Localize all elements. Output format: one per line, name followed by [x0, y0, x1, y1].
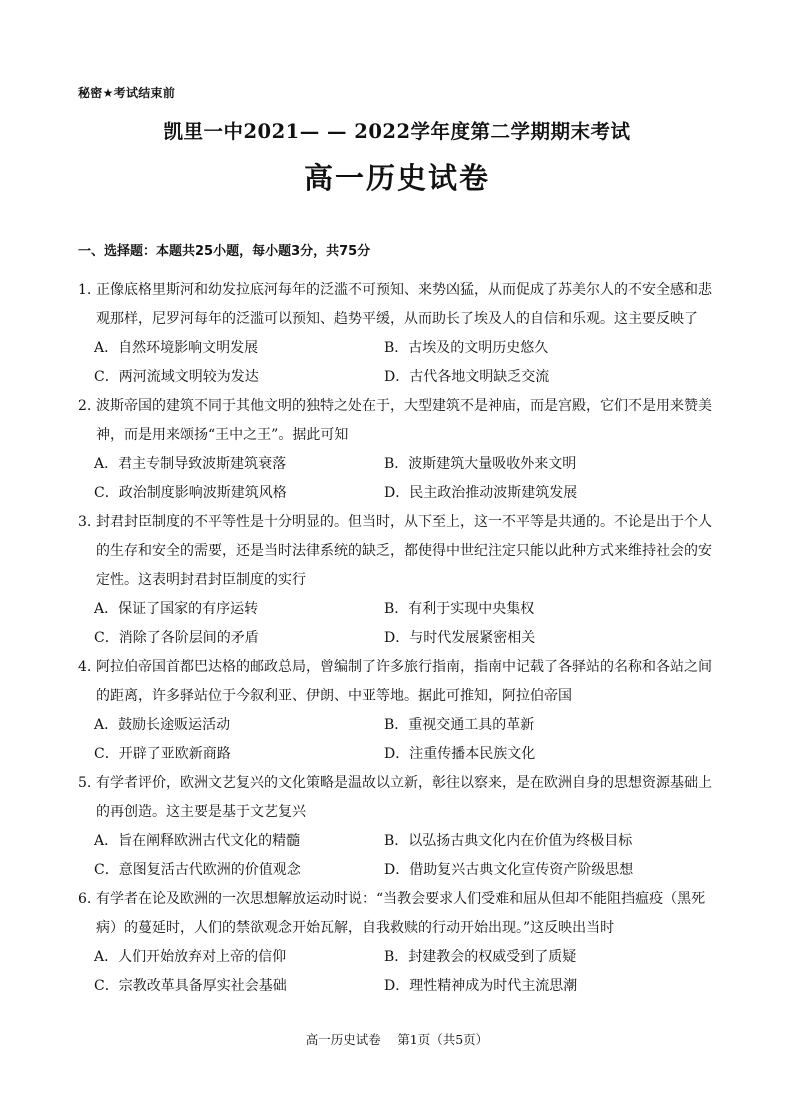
question-5: [78, 769, 724, 885]
option-c: C．开辟了亚欧新商路: [94, 746, 231, 762]
option-b: B．封建教会的权威受到了质疑: [384, 949, 577, 965]
option-c: C．消除了各阶层间的矛盾: [94, 630, 259, 646]
option-d: D．注重传播本民族文化: [384, 746, 536, 762]
question-6: [78, 885, 724, 1001]
question-stem: 有学者在论及欧洲的一次思想解放运动时说：“当教会要求人们受难和屈从但却不能阻挡瘟疫（黑死病）的蔓延时，人们的禁欲观念开始瓦解，自我救赎的行动开始出现。”这反映出当时: [96, 891, 706, 936]
option-grid: [78, 595, 724, 653]
question-number: 5.: [78, 775, 92, 791]
section-heading: 一、选择题：本题共25小题，每小题3分，共75分: [78, 244, 371, 259]
option-b: B．重视交通工具的革新: [384, 717, 535, 733]
question-3: [78, 508, 724, 653]
option-d: D．理性精神成为时代主流思潮: [384, 978, 578, 994]
question-text: [78, 885, 724, 943]
option-grid: [78, 827, 724, 885]
question-number: 4.: [78, 659, 92, 675]
option-d: D．借助复兴古典文化宣传资产阶级思想: [384, 862, 634, 878]
option-b: B．古埃及的文明历史悠久: [384, 340, 549, 356]
question-stem: 正像底格里斯河和幼发拉底河每年的泛滥不可预知、来势凶猛，从而促成了苏美尔人的不安全感和悲观那样，尼罗河每年的泛滥可以预知、趋势平缓，从而助长了埃及人的自信和乐观。这主要反映了: [96, 282, 712, 327]
option-b: B．波斯建筑大量吸收外来文明: [384, 456, 577, 472]
option-d: D．与时代发展紧密相关: [384, 630, 536, 646]
question-text: [78, 769, 724, 827]
option-b: B．以弘扬古典文化内在价值为终极目标: [384, 833, 633, 849]
question-stem: 波斯帝国的建筑不同于其他文明的独特之处在于，大型建筑不是神庙，而是宫殿，它们不是用来赞美神，而是用来颂扬“王中之王”。据此可知: [96, 398, 712, 443]
option-c: C．两河流域文明较为发达: [94, 369, 259, 385]
option-c: C．宗教改革具备厚实社会基础: [94, 978, 287, 994]
question-number: 2.: [78, 398, 92, 414]
option-a: A．旨在阐释欧洲古代文化的精髓: [94, 833, 301, 849]
question-list: [78, 276, 724, 1001]
question-4: [78, 653, 724, 769]
question-stem: 阿拉伯帝国首都巴达格的邮政总局，曾编制了许多旅行指南，指南中记载了各驿站的名称和各站之间的距离，许多驿站位于今叙利亚、伊朗、中亚等地。据此可推知，阿拉伯帝国: [96, 659, 712, 704]
secret-label: 秘密★考试结束前: [78, 86, 176, 100]
question-number: 3.: [78, 514, 92, 530]
option-c: C．政治制度影响波斯建筑风格: [94, 485, 287, 501]
question-2: [78, 392, 724, 508]
option-grid: [78, 943, 724, 1001]
question-text: [78, 276, 724, 334]
option-d: D．民主政治推动波斯建筑发展: [384, 485, 578, 501]
paper-title: 高一历史试卷: [303, 161, 490, 195]
question-text: [78, 392, 724, 450]
option-a: A．人们开始放弃对上帝的信仰: [94, 949, 287, 965]
option-d: D．古代各地文明缺乏交流: [384, 369, 550, 385]
question-number: 6.: [78, 891, 92, 907]
page-footer: 高一历史试卷 第1页（共5页）: [305, 1032, 489, 1047]
option-a: A．君主专制导致波斯建筑衰落: [94, 456, 287, 472]
exam-title: 凯里一中2021— — 2022学年度第二学期期末考试: [163, 120, 631, 143]
option-a: A．自然环境影响文明发展: [94, 340, 259, 356]
question-1: [78, 276, 724, 392]
question-text: [78, 653, 724, 711]
question-stem: 有学者评价，欧洲文艺复兴的文化策略是温故以立新，彰往以察来，是在欧洲自身的思想资源基础上的再创造。这主要是基于文艺复兴: [96, 775, 712, 820]
option-grid: [78, 711, 724, 769]
option-a: A．鼓励长途贩运活动: [94, 717, 231, 733]
question-number: 1.: [78, 282, 92, 298]
option-c: C．意图复活古代欧洲的价值观念: [94, 862, 301, 878]
option-a: A．保证了国家的有序运转: [94, 601, 259, 617]
option-grid: [78, 450, 724, 508]
option-grid: [78, 334, 724, 392]
question-text: [78, 508, 724, 595]
option-b: B．有利于实现中央集权: [384, 601, 535, 617]
question-stem: 封君封臣制度的不平等性是十分明显的。但当时，从下至上，这一不平等是共通的。不论是出于个人的生存和安全的需要，还是当时法律系统的缺乏，都使得中世纪注定只能以此种方式来维持社会的安定性。这表明封君封臣制度的实行: [96, 514, 712, 588]
